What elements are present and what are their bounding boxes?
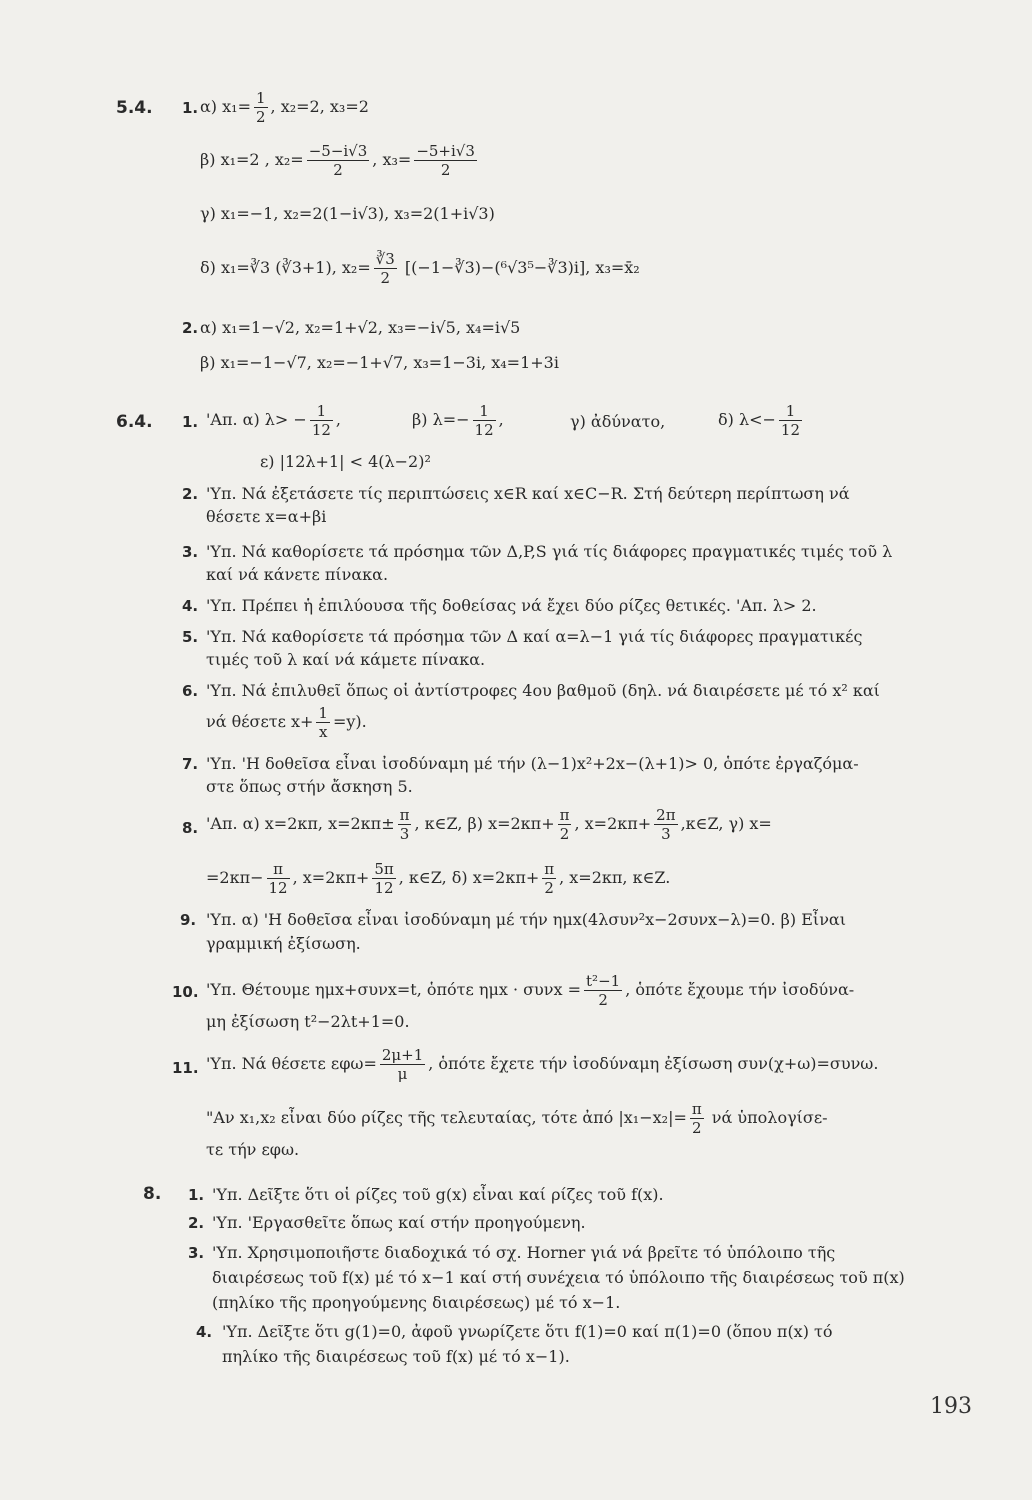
fraction: $\frac{2\mu+1}{\mu}$ — [381, 1046, 424, 1083]
page-number: 193 — [930, 1394, 972, 1419]
text-line: 'Υπ. 'Η δοθεῖσα εἶναι ἰσοδύναμη μέ τήν (λ−1)x²+2x−(λ+1)> 0, ὁπότε ἐργαζόμα- — [206, 754, 859, 773]
fraction: $\frac{\pi}{2}$ — [691, 1100, 702, 1137]
text-line: 'Υπ. Χρησιμοποιῆστε διαδοχικά τό σχ. Horner γιά νά βρεῖτε τό ὑπόλοιπο τῆς — [212, 1243, 836, 1262]
section-label-6-4: 6.4. — [116, 412, 153, 432]
item-number: 6. — [182, 682, 199, 700]
fraction: $\frac{\pi}{2}$ — [559, 806, 570, 843]
text-line: 'Υπ. Νά ἐξετάσετε τίς περιπτώσεις x∈R καί x∈C−R. Στή δεύτερη περίπτωση νά — [206, 484, 850, 503]
text-line: 'Υπ. Νά θέσετε εφω= $\frac{2\mu+1}{\mu}$ , ὁπότε ἔχετε τήν ἰσοδύναμη ἐξίσωση συν(χ+ω)=συνω. — [206, 1046, 879, 1083]
item-number: 3. — [188, 1244, 205, 1262]
item-number: 1. — [182, 413, 199, 431]
fraction: $\frac{1}{12}$ — [474, 402, 494, 439]
item-number: 11. — [172, 1059, 199, 1077]
fraction: $\frac{\pi}{12}$ — [268, 860, 288, 897]
fraction: $\frac{1}{2}$ — [255, 89, 266, 126]
text-line: (πηλίκο τῆς προηγούμενης διαιρέσεως) μέ τό x−1. — [212, 1293, 621, 1312]
item-number: 4. — [196, 1323, 213, 1341]
item-number: 7. — [182, 755, 199, 773]
answer-line: β) x₁=−1−√7, x₂=−1+√7, x₃=1−3i, x₄=1+3i — [200, 353, 559, 372]
item-number: 8. — [182, 819, 199, 837]
text-line: 'Υπ. Δεῖξτε ὅτι οἱ ρίζες τοῦ g(x) εἶναι καί ρίζες τοῦ f(x). — [212, 1185, 664, 1204]
answer-line: 'Απ. α) λ> − $\frac{1}{12}$ , — [206, 402, 341, 439]
text-line: "Αν x₁,x₂ εἶναι δύο ρίζες τῆς τελευταίας, τότε ἀπό |x₁−x₂|= $\frac{\pi}{2}$ νά ὑπολογίσε- — [206, 1100, 828, 1137]
text-line: 'Υπ. Νά ἐπιλυθεῖ ὅπως οἱ ἀντίστροφες 4ου βαθμοῦ (δηλ. νά διαιρέσετε μέ τό x² καί — [206, 681, 880, 700]
item-number: 1. — [182, 99, 199, 117]
text-line: 'Υπ. Νά καθορίσετε τά πρόσημα τῶν Δ καί α=λ−1 γιά τίς διάφορες πραγματικές — [206, 627, 863, 646]
fraction: $\frac{∛3}{2}$ — [375, 250, 395, 287]
fraction: $\frac{5\pi}{12}$ — [374, 860, 394, 897]
text-line: στε ὅπως στήν ἄσκηση 5. — [206, 777, 413, 796]
answer-line: ε) |12λ+1| < 4(λ−2)² — [260, 452, 431, 471]
item-number: 1. — [188, 1186, 205, 1204]
text-line: νά θέσετε x+ $\frac{1}{x}$ =y). — [206, 704, 367, 741]
item-number: 10. — [172, 983, 199, 1001]
text-line: τιμές τοῦ λ καί νά κάμετε πίνακα. — [206, 650, 486, 669]
text-line: 'Υπ. 'Εργασθεῖτε ὅπως καί στήν προηγούμενη. — [212, 1213, 586, 1232]
text-line: γραμμική ἐξίσωση. — [206, 934, 361, 953]
answer-line: 'Απ. α) x=2κπ, x=2κπ± $\frac{\pi}{3}$ , κ∈Z, β) x=2κπ+ $\frac{\pi}{2}$ , x=2κπ+ $\frac{2\pi}{3}$ ,κ∈Z, γ) x= — [206, 806, 772, 843]
item-number: 3. — [182, 543, 199, 561]
answer-line: β) x₁=2 , x₂= $\frac{-5-i√3}{2}$ , x₃= $\frac{-5+i√3}{2}$ — [200, 142, 475, 179]
fraction: $\frac{1}{x}$ — [318, 704, 328, 741]
fraction: $\frac{\text{t²−1}}{2}$ — [586, 972, 621, 1009]
item-number: 5. — [182, 628, 199, 646]
text-line: πηλίκο τῆς διαιρέσεως τοῦ f(x) μέ τό x−1). — [222, 1347, 570, 1366]
text-line: 'Υπ. Νά καθορίσετε τά πρόσημα τῶν Δ,P,S γιά τίς διάφορες πραγματικές τιμές τοῦ λ — [206, 542, 893, 561]
item-number: 2. — [182, 485, 199, 503]
section-label-8: 8. — [143, 1184, 162, 1204]
answer-line: γ) x₁=−1, x₂=2(1−i√3), x₃=2(1+i√3) — [200, 204, 495, 223]
fraction: $\frac{-5-i√3}{2}$ — [308, 142, 368, 179]
fraction: $\frac{\pi}{3}$ — [399, 806, 410, 843]
answer-line: α) x₁=1−√2, x₂=1+√2, x₃=−i√5, x₄=i√5 — [200, 318, 521, 337]
answer-line: δ) x₁=∛3 (∛3+1), x₂= $\frac{∛3}{2}$ [(−1−∛3)−(⁶√3⁵−∛3)i], x₃=x̄₂ — [200, 250, 640, 287]
answer-line: γ) ἀδύνατο, — [570, 412, 666, 431]
item-number: 2. — [182, 319, 199, 337]
answer-line: α) x₁= $\frac{1}{2}$ , x₂=2, x₃=2 — [200, 89, 369, 126]
fraction: $\frac{1}{12}$ — [311, 402, 331, 439]
answer-line: β) λ=− $\frac{1}{12}$ , — [412, 402, 504, 439]
item-number: 2. — [188, 1214, 205, 1232]
fraction: $\frac{2\pi}{3}$ — [656, 806, 676, 843]
text-line: 'Υπ. Πρέπει ἡ ἐπιλύουσα τῆς δοθείσας νά ἔχει δύο ρίζες θετικές. 'Απ. λ> 2. — [206, 596, 817, 615]
section-label-5-4: 5.4. — [116, 98, 153, 118]
item-number: 4. — [182, 597, 199, 615]
text-line: διαιρέσεως τοῦ f(x) μέ τό x−1 καί στή συνέχεια τό ὑπόλοιπο τῆς διαιρέσεως τοῦ π(x) — [212, 1268, 905, 1287]
answer-line: =2κπ− $\frac{\pi}{12}$ , x=2κπ+ $\frac{5\pi}{12}$ , κ∈Z, δ) x=2κπ+ $\frac{\pi}{2}$ , x=2κπ, κ∈Z. — [206, 860, 671, 897]
text-line: τε τήν εφω. — [206, 1140, 300, 1159]
answer-line: δ) λ<− $\frac{1}{12}$ — [718, 402, 801, 439]
text-line: 'Υπ. α) 'Η δοθεῖσα εἶναι ἰσοδύναμη μέ τήν ημx(4λσυν²x−2συνx−λ)=0. β) Εἶναι — [206, 910, 847, 929]
fraction: $\frac{1}{12}$ — [780, 402, 801, 439]
text-line: θέσετε x=α+βi — [206, 507, 327, 526]
text-line: μη ἐξίσωση t²−2λt+1=0. — [206, 1012, 410, 1031]
text-line: καί νά κάνετε πίνακα. — [206, 565, 389, 584]
text-line: 'Υπ. Θέτουμε ημx+συνx=t, ὁπότε ημx · συνx = $\frac{\text{t²−1}}{2}$ , ὁπότε ἔχουμε τήν ἰσοδύνα- — [206, 972, 855, 1009]
text-line: 'Υπ. Δεῖξτε ὅτι g(1)=0, ἀφοῦ γνωρίζετε ὅτι f(1)=0 καί π(1)=0 (ὅπου π(x) τό — [222, 1322, 833, 1341]
fraction: $\frac{\pi}{2}$ — [544, 860, 555, 897]
fraction: $\frac{-5+i√3}{2}$ — [416, 142, 475, 179]
item-number: 9. — [180, 911, 197, 929]
